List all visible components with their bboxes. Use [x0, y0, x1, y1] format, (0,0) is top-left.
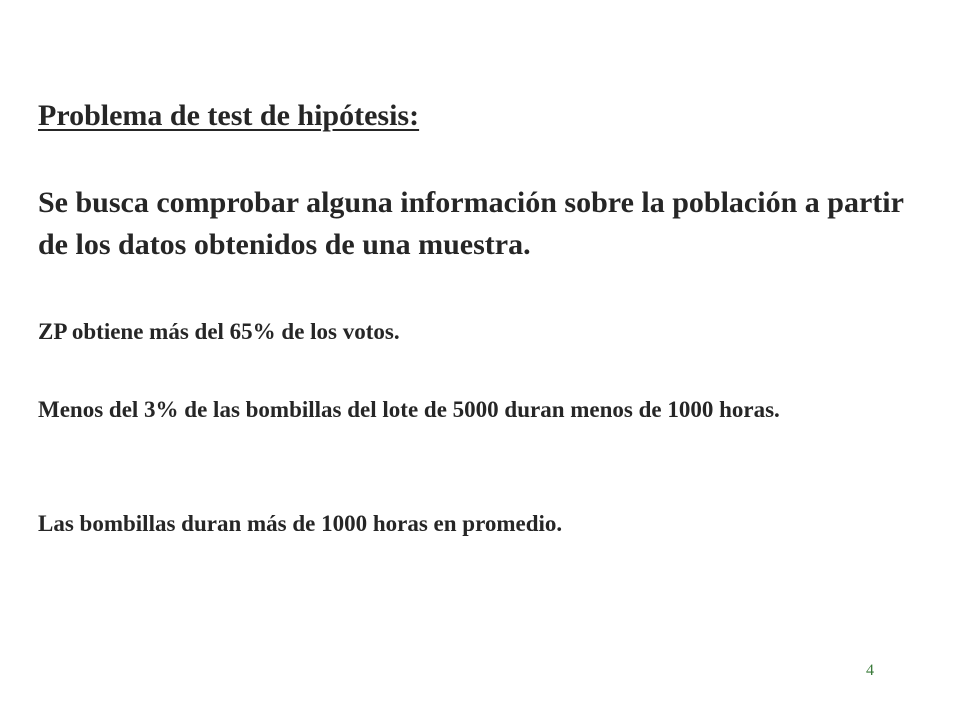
slide-title: Problema de test de hipótesis: [38, 99, 420, 132]
example-votes: ZP obtiene más del 65% de los votos. [38, 319, 400, 344]
intro-paragraph: Se busca comprobar alguna información sobre la población a partir de los datos obtenidos de una muestra. [38, 186, 904, 261]
example-bulbs-lot: Menos del 3% de las bombillas del lote de 5000 duran menos de 1000 horas. [38, 397, 780, 422]
page-number: 4 [866, 662, 874, 679]
example-bulbs-average: Las bombillas duran más de 1000 horas en promedio. [38, 511, 563, 536]
